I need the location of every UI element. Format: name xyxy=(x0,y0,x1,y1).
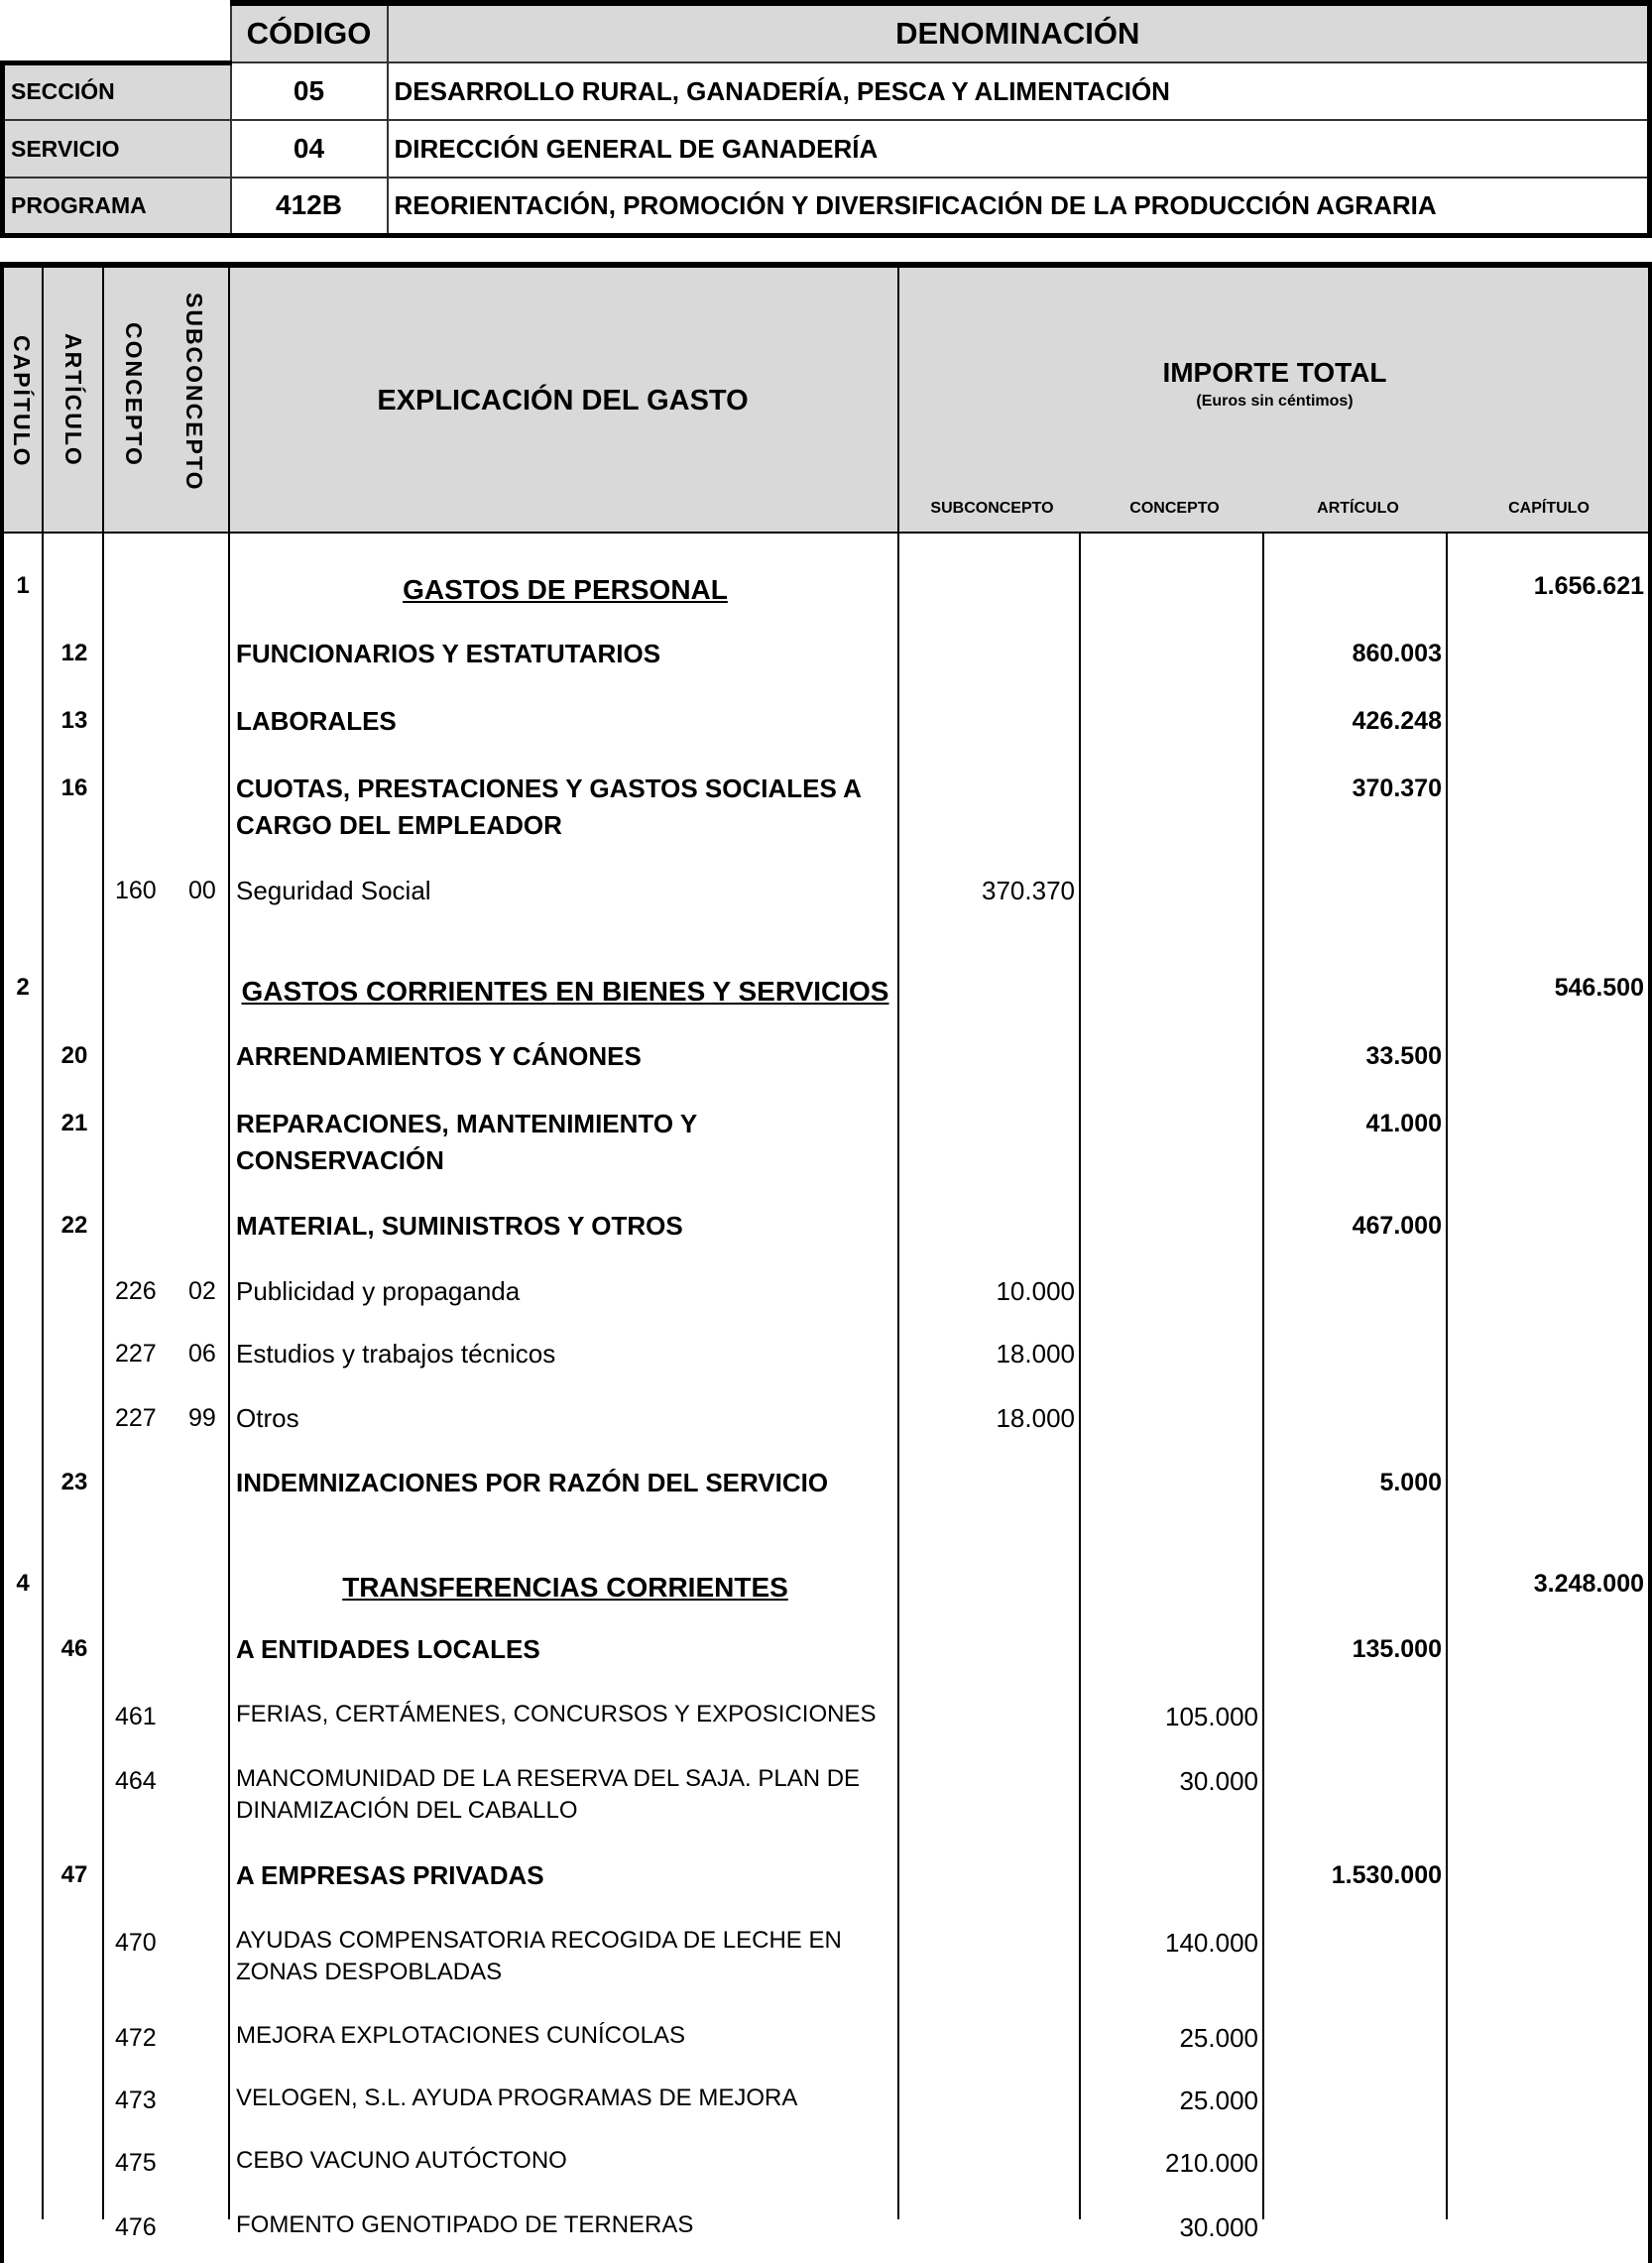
articulo-amount: 1.530.000 xyxy=(1331,1861,1442,1889)
table-row xyxy=(4,2077,1648,2139)
subconcepto-amount: 10.000 xyxy=(996,1276,1075,1306)
articulo-code: 13 xyxy=(60,707,88,734)
concepto-code: 227 xyxy=(115,1404,157,1432)
expense-description: Otros xyxy=(236,1403,299,1433)
section-name: DESARROLLO RURAL, GANADERÍA, PESCA Y ALIMENTACIÓN xyxy=(388,62,1650,120)
concepto-amount-header: CONCEPTO xyxy=(1129,500,1220,517)
classification-table xyxy=(0,0,1652,238)
capitulo-amount-header: CAPÍTULO xyxy=(1508,500,1590,517)
table-row xyxy=(4,1032,1648,1100)
expense-description: GASTOS CORRIENTES EN BIENES Y SERVICIOS xyxy=(241,976,889,1007)
expense-description: TRANSFERENCIAS CORRIENTES xyxy=(342,1572,788,1603)
concepto-code: 461 xyxy=(115,1703,157,1730)
articulo-amount: 41.000 xyxy=(1365,1110,1442,1137)
service-code: 04 xyxy=(231,120,388,178)
program-name: REORIENTACIÓN, PROMOCIÓN Y DIVERSIFICACIÓN DE LA PRODUCCIÓN AGRARIA xyxy=(388,178,1650,235)
concepto-code: 160 xyxy=(115,877,157,904)
capitulo-amount: 3.248.000 xyxy=(1533,1570,1644,1598)
concepto-code: 475 xyxy=(115,2149,157,2177)
capitulo-amount: 546.500 xyxy=(1554,974,1644,1002)
table-row xyxy=(4,1202,1648,1267)
articulo-code: 47 xyxy=(60,1861,88,1888)
table-row xyxy=(4,697,1648,765)
articulo-amount: 33.500 xyxy=(1365,1042,1442,1070)
concepto-code: 473 xyxy=(115,2086,157,2114)
expense-description: MATERIAL, SUMINISTROS Y OTROS xyxy=(236,1211,683,1241)
importe-subtitle: (Euros sin céntimos) xyxy=(1196,393,1354,410)
articulo-code: 46 xyxy=(60,1635,88,1662)
code-header: CÓDIGO xyxy=(231,3,388,62)
expense-description: Estudios y trabajos técnicos xyxy=(236,1339,556,1369)
articulo-code: 20 xyxy=(60,1042,88,1069)
subconcepto-header: SUBCONCEPTO xyxy=(181,293,207,492)
expense-description: CEBO VACUNO AUTÓCTONO xyxy=(236,2147,567,2174)
table-row xyxy=(4,1919,1648,2014)
concepto-amount: 25.000 xyxy=(1179,2085,1258,2115)
table-row xyxy=(4,1100,1648,1202)
table-row xyxy=(4,1693,1648,1757)
program-code: 412B xyxy=(231,178,388,235)
expense-description: Seguridad Social xyxy=(236,876,431,905)
table-row xyxy=(4,630,1648,697)
concepto-code: 476 xyxy=(115,2213,157,2241)
articulo-code: 21 xyxy=(60,1110,88,1136)
articulo-amount: 135.000 xyxy=(1352,1635,1442,1663)
concepto-code: 226 xyxy=(115,1277,157,1305)
articulo-amount: 860.003 xyxy=(1352,640,1442,667)
table-row xyxy=(4,1330,1648,1394)
expense-description: A ENTIDADES LOCALES xyxy=(236,1634,540,1664)
section-label: SECCIÓN xyxy=(3,62,231,120)
expense-description: MANCOMUNIDAD DE LA RESERVA DEL SAJA. PLAN DE DINAMIZACIÓN DEL CABALLO xyxy=(236,1765,861,1824)
table-row xyxy=(4,562,1648,630)
capitulo-amount: 1.656.621 xyxy=(1533,572,1644,600)
subconcepto-code: 02 xyxy=(188,1277,216,1305)
capitulo-code: 2 xyxy=(16,974,30,1001)
table-row xyxy=(4,2139,1648,2203)
articulo-amount: 467.000 xyxy=(1352,1212,1442,1240)
table-row xyxy=(4,1757,1648,1851)
expense-description: FUNCIONARIOS Y ESTATUTARIOS xyxy=(236,639,661,668)
concepto-amount: 210.000 xyxy=(1165,2148,1258,2178)
articulo-header: ARTÍCULO xyxy=(60,333,86,467)
table-row xyxy=(4,1394,1648,1459)
subconcepto-code: 00 xyxy=(188,877,216,904)
concepto-code: 227 xyxy=(115,1340,157,1368)
table-row xyxy=(4,1560,1648,1625)
table-row xyxy=(4,1267,1648,1330)
table-row xyxy=(4,867,1648,964)
importe-total-header: IMPORTE TOTAL xyxy=(1162,357,1387,388)
concepto-code: 464 xyxy=(115,1767,157,1795)
concepto-amount: 105.000 xyxy=(1165,1702,1258,1731)
articulo-code: 23 xyxy=(60,1469,88,1495)
articulo-code: 16 xyxy=(60,774,88,801)
expense-description: VELOGEN, S.L. AYUDA PROGRAMAS DE MEJORA xyxy=(236,2084,798,2111)
expense-description: LABORALES xyxy=(236,706,397,736)
table-row xyxy=(4,765,1648,867)
concepto-amount: 30.000 xyxy=(1179,1766,1258,1796)
table-row xyxy=(4,2203,1648,2263)
capitulo-header: CAPÍTULO xyxy=(9,335,35,468)
articulo-amount: 426.248 xyxy=(1352,707,1442,735)
articulo-amount-header: ARTÍCULO xyxy=(1317,500,1399,517)
expense-table-header xyxy=(4,268,1648,534)
capitulo-code: 1 xyxy=(16,572,30,599)
articulo-amount: 5.000 xyxy=(1379,1469,1442,1496)
concepto-header: CONCEPTO xyxy=(121,322,147,467)
expense-description: INDEMNIZACIONES POR RAZÓN DEL SERVICIO xyxy=(236,1468,829,1497)
articulo-amount: 370.370 xyxy=(1352,774,1442,802)
table-row xyxy=(4,1625,1648,1693)
subconcepto-code: 06 xyxy=(188,1340,216,1368)
table-row xyxy=(4,1459,1648,1560)
service-name: DIRECCIÓN GENERAL DE GANADERÍA xyxy=(388,120,1650,178)
section-code: 05 xyxy=(231,62,388,120)
articulo-code: 22 xyxy=(60,1212,88,1239)
expense-table-body xyxy=(4,534,1648,2263)
subconcepto-code: 99 xyxy=(188,1404,216,1432)
table-row xyxy=(4,2014,1648,2077)
service-label: SERVICIO xyxy=(3,120,231,178)
program-label: PROGRAMA xyxy=(3,178,231,235)
expense-description: CUOTAS, PRESTACIONES Y GASTOS SOCIALES A CARGO DEL EMPLEADOR xyxy=(236,774,861,840)
subconcepto-amount: 18.000 xyxy=(996,1403,1075,1433)
expense-description: MEJORA EXPLOTACIONES CUNÍCOLAS xyxy=(236,2022,685,2049)
concepto-amount: 30.000 xyxy=(1179,2212,1258,2242)
concepto-amount: 25.000 xyxy=(1179,2023,1258,2053)
concepto-code: 472 xyxy=(115,2024,157,2052)
subconcepto-amount: 370.370 xyxy=(982,876,1075,905)
expense-description: AYUDAS COMPENSATORIA RECOGIDA DE LECHE EN ZONAS DESPOBLADAS xyxy=(236,1927,842,1985)
concepto-code: 470 xyxy=(115,1929,157,1957)
expense-description: ARRENDAMIENTOS Y CÁNONES xyxy=(236,1041,642,1071)
subconcepto-amount-header: SUBCONCEPTO xyxy=(930,500,1054,517)
expense-description: REPARACIONES, MANTENIMIENTO Y CONSERVACIÓN xyxy=(236,1109,697,1175)
expense-description: GASTOS DE PERSONAL xyxy=(403,574,728,605)
explicacion-header: EXPLICACIÓN DEL GASTO xyxy=(377,385,749,417)
concepto-amount: 140.000 xyxy=(1165,1928,1258,1958)
blank-cell xyxy=(3,3,231,62)
table-row xyxy=(4,964,1648,1032)
subconcepto-amount: 18.000 xyxy=(996,1339,1075,1369)
expense-table xyxy=(0,262,1652,2263)
name-header: DENOMINACIÓN xyxy=(388,3,1650,62)
table-row xyxy=(4,1851,1648,1919)
capitulo-code: 4 xyxy=(16,1570,30,1597)
expense-description: A EMPRESAS PRIVADAS xyxy=(236,1860,544,1890)
expense-description: FOMENTO GENOTIPADO DE TERNERAS xyxy=(236,2211,694,2238)
expense-description: Publicidad y propaganda xyxy=(236,1276,521,1306)
expense-description: FERIAS, CERTÁMENES, CONCURSOS Y EXPOSICIONES xyxy=(236,1701,877,1727)
articulo-code: 12 xyxy=(60,640,88,666)
